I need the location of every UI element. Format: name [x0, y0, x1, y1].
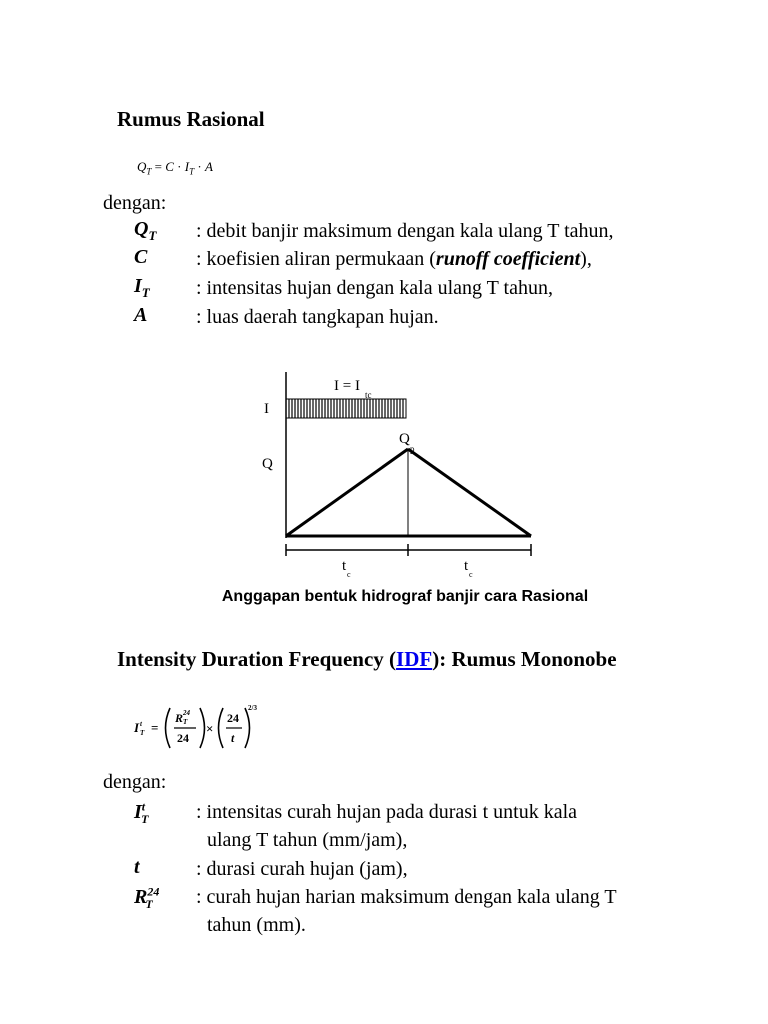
formula-c: C [165, 159, 174, 174]
mono-exp: 2/3 [248, 704, 257, 712]
definition-text: : luas daerah tangkapan hujan. [196, 306, 439, 328]
formula-eq: = [151, 159, 166, 174]
diagram-label-tc-1: t [342, 558, 347, 574]
diagram-label-i: I [264, 401, 269, 417]
definition-text: : koefisien aliran permukaan (runoff coefficient), [196, 248, 592, 270]
definition-text: : intensitas hujan dengan kala ulang T tahun, [196, 277, 553, 299]
diagram-label-qp-sub: p [410, 444, 415, 454]
mono-num1-sup: 24 [183, 709, 190, 717]
formula-a: A [204, 159, 213, 174]
mono-lhs: I [134, 720, 140, 735]
definition-symbol: $Q_T$ [134, 218, 157, 243]
idf-link[interactable]: IDF [396, 647, 433, 671]
definition-row-qt [0, 218, 768, 246]
formula-q-sub: T [146, 166, 152, 177]
diagram-label-tc-1-sub: c [347, 570, 351, 579]
definition-row-a [0, 304, 768, 332]
dengan-label-1: dengan: [103, 192, 167, 214]
mono-den2: t [231, 731, 235, 745]
definition-text-t: : durasi curah hujan (jam), [196, 858, 408, 880]
diagram-label-tc-2-sub: c [469, 570, 473, 579]
definition-symbol-t: t [134, 856, 140, 878]
diagram-label-q: Q [262, 456, 273, 472]
definition-emphasis: runoff coefficient [435, 248, 581, 270]
mono-num2: 24 [227, 711, 239, 725]
mono-eq: = [151, 720, 159, 735]
definition-symbol: C [134, 246, 148, 268]
definition-symbol: $I_T$ [134, 275, 150, 300]
mono-num1-sub: T [183, 718, 188, 726]
formula-i: I [184, 159, 190, 174]
mono-lhs-sub: T [140, 729, 145, 737]
hydrograph-diagram [0, 360, 768, 590]
formula-i-sub: T [189, 166, 195, 177]
diagram-caption: Anggapan bentuk hidrograf banjir cara Rasional [221, 588, 589, 605]
formula-dot-1: · [173, 159, 185, 174]
formula-rasional [137, 159, 213, 180]
formula-q: Q [137, 159, 147, 174]
diagram-falling-limb [408, 449, 531, 536]
formula-mononobe [130, 700, 280, 756]
mono-den1: 24 [177, 731, 189, 745]
definition-row-it [0, 275, 768, 303]
mono-lhs-sup: t [140, 720, 142, 728]
diagram-label-qp: Q [399, 431, 410, 447]
definition-symbol: A [134, 304, 148, 326]
diagram-rainfall-block [286, 399, 406, 418]
definition-text-r24t: : curah hujan harian maksimum dengan kala ulang T tahun (mm). [196, 886, 617, 936]
diagram-rising-limb [286, 449, 408, 536]
diagram-label-i-eq: I = I [334, 378, 360, 394]
definition-symbol-r24t: $R^{24}_T$ [134, 884, 160, 911]
dengan-label-2: dengan: [103, 771, 167, 793]
mono-times: × [206, 721, 214, 736]
mono-num1: R [175, 711, 184, 725]
diagram-label-i-eq-sub: tc [365, 390, 372, 400]
diagram-label-tc-2: t [464, 558, 469, 574]
definition-text: : debit banjir maksimum dengan kala ulang T tahun, [196, 220, 614, 242]
section-title-rasional: Rumus Rasional [117, 107, 265, 131]
formula-dot-2: · [194, 159, 205, 174]
definition-text-itt: : intensitas curah hujan pada durasi t untuk kala ulang T tahun (mm/jam), [196, 801, 578, 851]
definition-symbol-itt: $I^t_T$ [134, 799, 149, 826]
definition-row-c [0, 246, 768, 274]
section-title-idf: Intensity Duration Frequency (IDF): Rumus Mononobe [117, 647, 617, 671]
